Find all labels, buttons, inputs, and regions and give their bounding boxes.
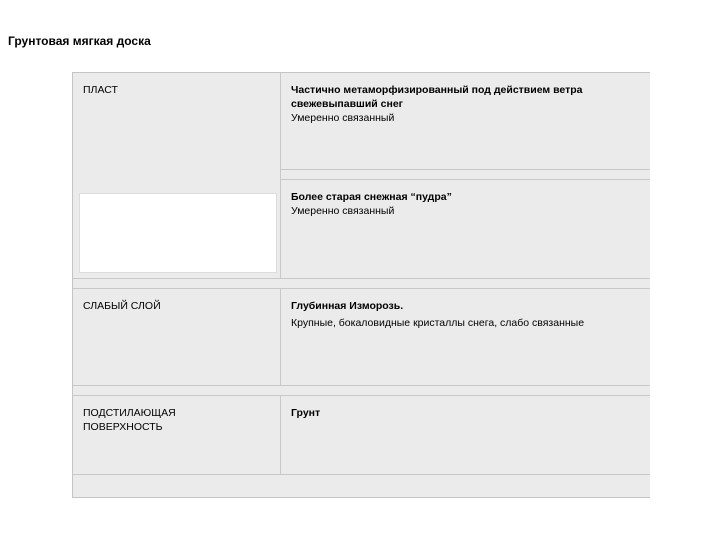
layer-description-bold: Более старая снежная “пудра” (291, 191, 452, 203)
layer-label-bed (73, 396, 281, 475)
layer-label-text: СЛАБЫЙ СЛОЙ (83, 300, 161, 312)
layer-description-1 (281, 73, 650, 170)
table-footer (73, 475, 650, 497)
snow-layer-table (72, 72, 650, 498)
layer-description-normal: Крупные, бокаловидные кристаллы снега, слабо связанные (291, 317, 585, 329)
layer-label-text: ПЛАСТ (83, 84, 118, 96)
page-title: Грунтовая мягкая доска (8, 34, 151, 48)
layer-description-normal: Умеренно связанный (291, 112, 395, 124)
layer-description-bold: Грунт (291, 407, 321, 419)
row-separator (73, 386, 650, 396)
layer-description-2 (281, 180, 650, 279)
row-separator (73, 279, 650, 289)
layer-description-3 (281, 289, 650, 386)
layer-description-normal: Умеренно связанный (291, 205, 395, 217)
layer-label-text: ПОДСТИЛАЮЩАЯ ПОВЕРХНОСТЬ (83, 407, 176, 433)
layer-label-weak (73, 289, 281, 386)
blank-area (79, 193, 277, 273)
layer-description-4 (281, 396, 650, 475)
layer-description-bold: Глубинная Изморозь. (291, 300, 404, 312)
layer-description-bold: Частично метаморфизированный под действием ветра свежевыпавший снег (291, 84, 583, 110)
row-separator (281, 170, 650, 180)
layer-label-slab (73, 73, 281, 279)
